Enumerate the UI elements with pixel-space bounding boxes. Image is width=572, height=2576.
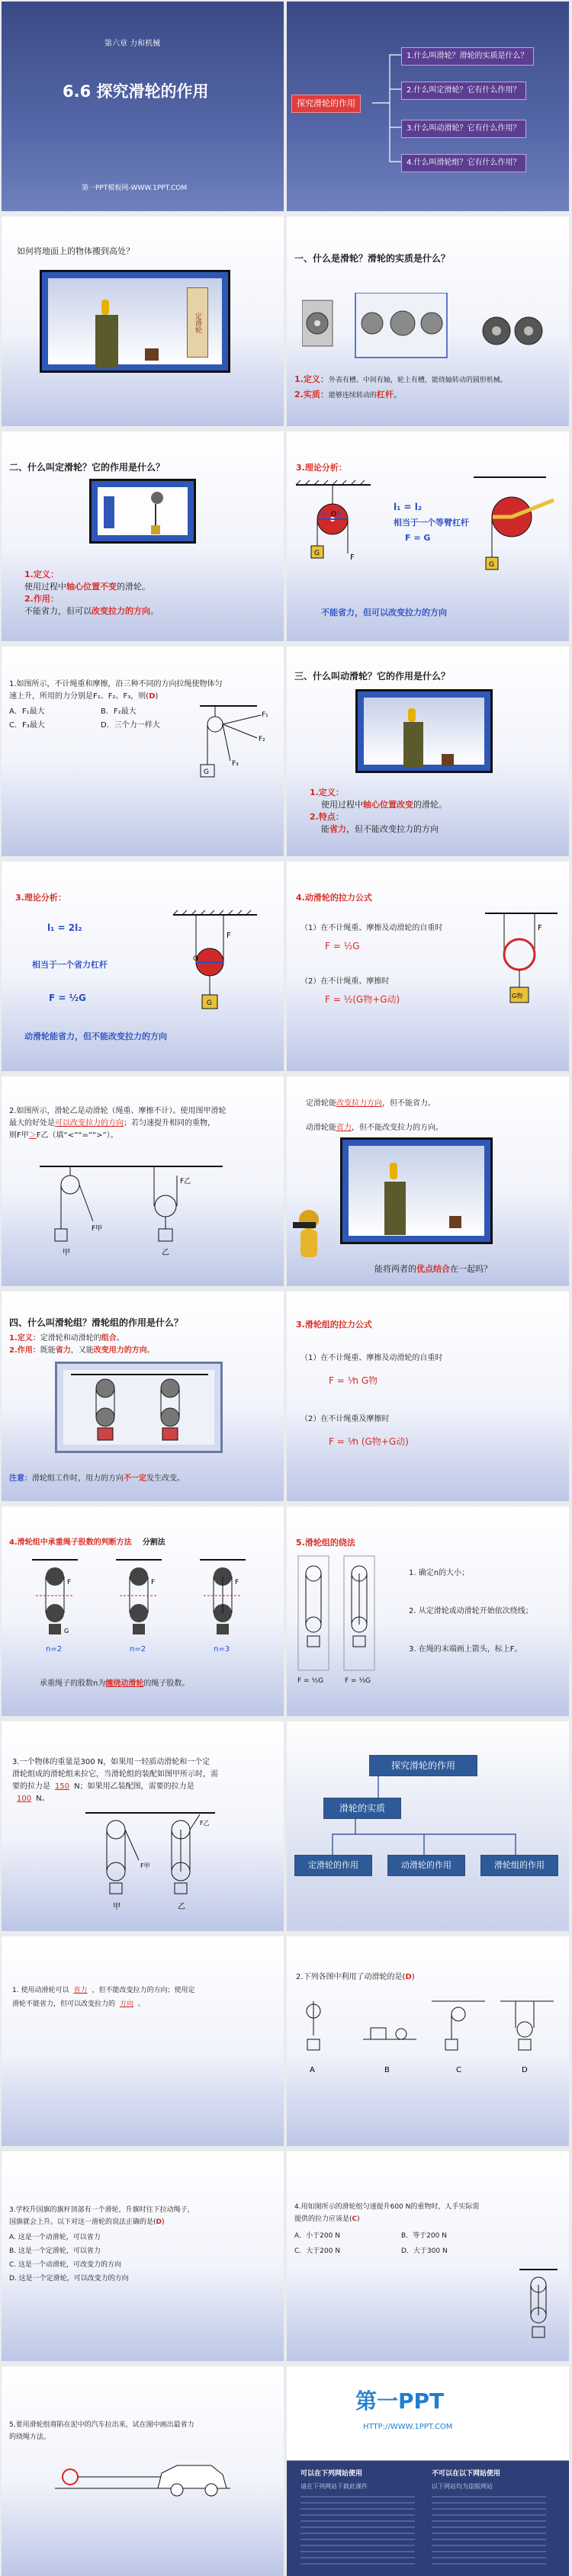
winding-step-2: 2. 从定滑轮或动滑轮开始依次绕线； bbox=[409, 1607, 533, 1615]
slide-fixed-pulley[interactable] bbox=[2, 431, 284, 641]
svg-text:乙: 乙 bbox=[162, 1249, 169, 1257]
section-heading: 一、什么是滑轮？滑轮的实质是什么？ bbox=[294, 253, 451, 264]
ex1-line2: 速上升，所用的力分别是F₁、F₂、F₃，则(D) bbox=[9, 692, 159, 701]
slide-exercise-7[interactable] bbox=[287, 2151, 569, 2361]
fixed-pulley-video[interactable] bbox=[89, 479, 196, 544]
ex1-option-a[interactable]: A．F₁最大 bbox=[9, 707, 45, 716]
slide-question[interactable] bbox=[2, 217, 284, 426]
svg-text:F甲: F甲 bbox=[140, 1862, 150, 1869]
car-in-mud-diagram bbox=[55, 2450, 238, 2504]
svg-text:F甲: F甲 bbox=[92, 1225, 103, 1233]
worker bbox=[101, 300, 109, 315]
slide-outline[interactable] bbox=[287, 2, 569, 211]
outline-item-1[interactable]: 1.什么叫滑轮？滑轮的实质是什么？ bbox=[401, 47, 534, 66]
svg-text:F乙: F乙 bbox=[180, 1178, 191, 1185]
ex6-option-b[interactable]: B. 这是一个定滑轮，可以省力 bbox=[9, 2247, 101, 2255]
svg-text:n=2: n=2 bbox=[46, 1645, 63, 1654]
pulley-wheel bbox=[151, 492, 163, 504]
outline-center: 探究滑轮的作用 bbox=[291, 95, 361, 113]
ex2-line1: 最大的好处是可以改变拉力的方向；若匀速提升相同的重物， bbox=[9, 1119, 215, 1128]
summary-fixed: 定滑轮的作用 bbox=[294, 1855, 372, 1876]
section-heading: 三、什么叫动滑轮？它的作用是什么？ bbox=[294, 671, 451, 682]
formula-condition-2: （2）在不计绳重、摩擦时 bbox=[300, 977, 390, 986]
svg-text:F: F bbox=[227, 932, 231, 940]
block-function: 2.作用：既能省力，又能改变用力的方向。 bbox=[9, 1346, 155, 1355]
equal-arm-eq: l₁ = l₂ bbox=[394, 502, 423, 512]
fixed-summary: 定滑轮能改变拉力方向，但不能省力。 bbox=[306, 1099, 435, 1108]
pulley-photos bbox=[302, 293, 554, 361]
svg-text:C: C bbox=[456, 2066, 461, 2074]
fixed-definition-label: 1.定义： bbox=[24, 569, 59, 579]
movable-conclusion: 动滑轮能省力，但不能改变拉力的方向 bbox=[24, 1031, 167, 1041]
allowed-site-list bbox=[300, 2496, 415, 2565]
lesson-title: 6.6 探究滑轮的作用 bbox=[63, 82, 209, 101]
slide-exercise-5[interactable] bbox=[287, 1936, 569, 2146]
ex8-line2: 的绕绳方法。 bbox=[9, 2433, 51, 2441]
svg-text:F乙: F乙 bbox=[200, 1820, 210, 1827]
slide-rope-count[interactable] bbox=[2, 1506, 284, 1716]
forbidden-subtitle: 以下网站均为盗版网站 bbox=[432, 2483, 493, 2490]
svg-text:l₂: l₂ bbox=[321, 510, 326, 518]
force-saving-lever: 相当于一个省力杠杆 bbox=[32, 960, 108, 970]
slide-title[interactable] bbox=[2, 2, 284, 211]
summary-movable: 动滑轮的作用 bbox=[387, 1855, 465, 1876]
winding-step-1: 1. 确定n的大小； bbox=[409, 1569, 470, 1577]
definition-line: 1.定义：外表有槽、中间有轴，轮上有槽，能绕轴转动的圆形机械。 bbox=[294, 374, 507, 384]
ex7-option-b[interactable]: B．等于200 N bbox=[401, 2232, 447, 2240]
section-heading: 二、什么叫定滑轮？它的作用是什么？ bbox=[9, 462, 165, 473]
summary-block: 滑轮组的作用 bbox=[480, 1855, 558, 1876]
ex1-diagram bbox=[196, 700, 280, 784]
svg-text:F: F bbox=[235, 1579, 239, 1586]
svg-text:F: F bbox=[67, 1579, 72, 1586]
svg-text:F₂: F₂ bbox=[259, 736, 265, 743]
allowed-subtitle: 请在下列网站下载此课件 bbox=[300, 2483, 368, 2490]
ex7-line1: 4.用如图所示的滑轮组匀速提升600 N的重物时，人手实际需 bbox=[294, 2203, 480, 2211]
svg-text:O: O bbox=[331, 511, 337, 518]
brand-logo: 第一PPT bbox=[355, 2388, 445, 2414]
movable-feature-label: 2.特点： bbox=[310, 812, 344, 822]
combine-video[interactable] bbox=[340, 1137, 493, 1244]
outline-item-2[interactable]: 2.什么叫定滑轮？它有什么作用？ bbox=[401, 82, 526, 100]
svg-text:l₁: l₁ bbox=[337, 510, 342, 518]
question-text: 如何将地面上的物体搬到高处？ bbox=[17, 246, 134, 256]
arm-ratio-eq: l₁ = 2l₂ bbox=[47, 922, 82, 933]
movable-formula-diagram bbox=[481, 907, 565, 1014]
formula-1: F = ½G bbox=[325, 941, 360, 951]
block-video[interactable] bbox=[55, 1362, 223, 1453]
summary-connectors bbox=[287, 1721, 569, 1931]
svg-text:D: D bbox=[522, 2066, 528, 2074]
outline-item-3[interactable]: 3.什么叫动滑轮？它有什么作用？ bbox=[401, 120, 526, 138]
formula-heading: 4.动滑轮的拉力公式 bbox=[296, 893, 372, 903]
outline-item-4[interactable]: 4.什么叫滑轮组？它有什么作用？ bbox=[401, 154, 526, 172]
winding-heading: 5.滑轮组的绕法 bbox=[296, 1538, 355, 1548]
slide-exercise-3[interactable] bbox=[2, 1721, 284, 1931]
allowed-title: 可以在下列网站使用 bbox=[300, 2470, 363, 2478]
forbidden-title: 不可以在以下网站使用 bbox=[432, 2470, 501, 2478]
svg-text:乙: 乙 bbox=[178, 1903, 185, 1911]
svg-text:F: F bbox=[151, 1579, 156, 1586]
load-box bbox=[145, 348, 159, 361]
svg-text:A: A bbox=[310, 2066, 315, 2074]
svg-text:甲: 甲 bbox=[63, 1249, 70, 1257]
ex3-line1: 3.一个物体的重量是300 N，如果用一轻质动滑轮和一个定 bbox=[12, 1758, 210, 1766]
ex2-line2: 则F甲＞F乙（填“<”“=”“>”）。 bbox=[9, 1131, 118, 1140]
ex7-line2: 提供的拉力应该是(C) bbox=[294, 2215, 360, 2223]
thinker-figure bbox=[293, 1210, 326, 1263]
analysis-heading: 3.理论分析： bbox=[296, 463, 347, 473]
block-formula-1: F = ⅟n G物 bbox=[329, 1375, 378, 1386]
movable-definition-label: 1.定义： bbox=[310, 788, 344, 797]
brand-url[interactable]: HTTP://WWW.1PPT.COM bbox=[363, 2423, 453, 2431]
ex3-diagram bbox=[85, 1807, 223, 1921]
slide-exercise-6[interactable] bbox=[2, 2151, 284, 2361]
ex6-line2: 国旗就会上升。以下对这一滑轮的说法正确的是(D) bbox=[9, 2218, 165, 2226]
outline-connectors bbox=[287, 2, 569, 211]
ex4-line1: 1. 使用动滑轮可以 省力 ，但不能改变拉力的方向；使用定 bbox=[12, 1987, 195, 1994]
summary-essence: 滑轮的实质 bbox=[323, 1798, 401, 1819]
formula-heading: 3.滑轮组的拉力公式 bbox=[296, 1320, 372, 1330]
ex4-line2: 滑轮不能省力，但可以改变拉力的 方向 。 bbox=[12, 2000, 146, 2008]
movable-definition-text: 使用过程中轴心位置改变的滑轮。 bbox=[321, 800, 447, 810]
svg-text:B: B bbox=[384, 2066, 390, 2074]
fixed-function-label: 2.作用： bbox=[24, 594, 59, 604]
section-heading: 四、什么叫滑轮组？滑轮组的作用是什么？ bbox=[9, 1317, 184, 1328]
svg-text:甲: 甲 bbox=[113, 1903, 121, 1911]
analysis-heading: 3.理论分析： bbox=[15, 893, 66, 903]
formula-condition-2: （2）在不计绳重及摩擦时 bbox=[300, 1415, 390, 1423]
svg-text:F₃: F₃ bbox=[232, 760, 239, 768]
block-note: 注意：滑轮组工作时，用力的方向不一定发生改变。 bbox=[9, 1474, 185, 1483]
slide-pulley-block[interactable] bbox=[2, 1291, 284, 1501]
rope-count-diagrams bbox=[17, 1554, 268, 1660]
slide-exercise-4[interactable] bbox=[2, 1936, 284, 2146]
ex1-option-c[interactable]: C．F₃最大 bbox=[9, 721, 45, 730]
slide-movable-formula[interactable] bbox=[287, 861, 569, 1071]
slide-combine-question[interactable] bbox=[287, 1076, 569, 1286]
ex6-option-a[interactable]: A. 这是一个动滑轮，可以省力 bbox=[9, 2234, 101, 2241]
svg-text:G: G bbox=[314, 550, 320, 557]
movable-lever-diagram bbox=[165, 907, 280, 1029]
ex5-options-diagram bbox=[294, 1997, 561, 2081]
ex3-line2: 滑轮组成的滑轮组来拉它，当滑轮组的装配如图甲所示时，需 bbox=[12, 1770, 218, 1779]
essence-line: 2.实质：能够连续转动的杠杆。 bbox=[294, 390, 402, 399]
fixed-definition-text: 使用过程中轴心位置不变的滑轮。 bbox=[24, 582, 150, 592]
fixed-function-text: 不能省力，但可以改变拉力的方向。 bbox=[24, 606, 159, 616]
spring-scale bbox=[104, 496, 114, 528]
svg-text:O: O bbox=[193, 955, 199, 963]
forbidden-site-list bbox=[432, 2496, 546, 2565]
ex3-line4: 100 N。 bbox=[17, 1795, 50, 1803]
ex6-line1: 3.学校升国旗的旗杆顶部有一个滑轮，升旗时往下拉动绳子， bbox=[9, 2206, 194, 2214]
slide-movable-pulley[interactable] bbox=[287, 646, 569, 856]
svg-text:G: G bbox=[489, 561, 494, 569]
ex1-line1: 1.如图所示，不计绳重和摩擦，沿三种不同的方向拉绳使物体匀 bbox=[9, 680, 223, 688]
svg-text:F₁: F₁ bbox=[262, 711, 268, 719]
slide-pulley-definition[interactable] bbox=[287, 217, 569, 426]
movable-summary: 动滑轮能省力，但不能改变拉力的方向。 bbox=[306, 1124, 443, 1132]
combine-question: 能将两者的优点结合在一起吗？ bbox=[374, 1264, 492, 1274]
ex2-line0: 2.如图所示，滑轮乙是动滑轮（绳重、摩擦不计）。使用图甲滑轮 bbox=[9, 1107, 227, 1115]
demo-video[interactable] bbox=[40, 270, 230, 373]
svg-text:n=2: n=2 bbox=[130, 1645, 146, 1654]
winding-formula-2: F = ⅓G bbox=[345, 1677, 371, 1685]
slide-block-formula[interactable] bbox=[287, 1291, 569, 1501]
slide-fixed-analysis[interactable] bbox=[287, 431, 569, 641]
ex6-option-c[interactable]: C. 这是一个动滑轮，可改变力的方向 bbox=[9, 2261, 122, 2269]
formula-condition-1: （1）在不计绳重、摩擦及动滑轮的自重时 bbox=[300, 1354, 443, 1362]
equal-arm-lever: 相当于一个等臂杠杆 bbox=[394, 518, 469, 528]
svg-text:n=3: n=3 bbox=[214, 1645, 230, 1654]
ex1-option-b[interactable]: B．F₂最大 bbox=[101, 707, 137, 716]
movable-pulley-video[interactable] bbox=[355, 689, 493, 773]
slide-exercise-8[interactable] bbox=[2, 2366, 284, 2576]
rope-count-note: 承重绳子的股数n为缠绕动滑轮的绳子股数。 bbox=[40, 1679, 190, 1688]
ex6-option-d[interactable]: D. 这是一个定滑轮，可以改变力的方向 bbox=[9, 2275, 129, 2282]
ex8-line1: 5.要用滑轮组将陷在泥中的汽车拉出来，试在图中画出最省力 bbox=[9, 2421, 194, 2429]
hook-weight bbox=[151, 525, 160, 534]
rope-count-heading: 4.滑轮组中承重绳子股数的判断方法 分割法 bbox=[9, 1538, 165, 1547]
ex7-option-a[interactable]: A．小于200 N bbox=[294, 2232, 340, 2240]
block-formula-2: F = ⅟n (G物+G动) bbox=[329, 1436, 409, 1447]
ex7-option-d[interactable]: D．大于300 N bbox=[401, 2247, 448, 2255]
svg-text:F: F bbox=[350, 553, 355, 562]
ex3-line3: 要的拉力是 150 N；如果用乙装配图，需要的拉力是 bbox=[12, 1782, 194, 1791]
winding-formula-1: F = ½G bbox=[297, 1677, 324, 1685]
ex5-question: 2.下列各图中利用了动滑轮的是(D) bbox=[296, 1973, 415, 1981]
ex7-diagram bbox=[516, 2266, 561, 2350]
block-definition: 1.定义：定滑轮和动滑轮的组合。 bbox=[9, 1334, 124, 1343]
svg-text:G: G bbox=[204, 768, 209, 776]
slide-exercise-2[interactable] bbox=[2, 1076, 284, 1286]
svg-text:G: G bbox=[64, 1628, 69, 1634]
force-equals-weight: F = G bbox=[405, 533, 431, 543]
summary-root: 探究滑轮的作用 bbox=[369, 1755, 477, 1776]
vertical-banner: 定滑轮 bbox=[187, 287, 208, 358]
formula-condition-1: （1）在不计绳重、摩擦及动滑轮的自重时 bbox=[300, 924, 443, 932]
svg-text:G物: G物 bbox=[512, 993, 523, 999]
ex1-option-d[interactable]: D．三个力一样大 bbox=[101, 721, 160, 730]
pillar bbox=[95, 315, 118, 368]
footer-site: 第一PPT模板网-WWW.1PPT.COM bbox=[82, 184, 188, 192]
ex2-diagram bbox=[40, 1160, 238, 1259]
movable-feature-text: 能省力，但不能改变拉力的方向 bbox=[321, 824, 439, 834]
svg-text:G: G bbox=[207, 999, 212, 1007]
slide-credits[interactable] bbox=[287, 2366, 569, 2576]
slide-summary-map[interactable] bbox=[287, 1721, 569, 1931]
winding-step-3: 3. 在绳的末端画上箭头，标上F。 bbox=[409, 1645, 522, 1654]
svg-text:F: F bbox=[538, 924, 542, 932]
slide-movable-analysis[interactable] bbox=[2, 861, 284, 1071]
half-weight-eq: F = ½G bbox=[49, 993, 86, 1003]
formula-2: F = ½(G物+G动) bbox=[325, 994, 400, 1005]
chapter-label: 第六章 力和机械 bbox=[104, 40, 161, 48]
fixed-conclusion: 不能省力，但可以改变拉力的方向 bbox=[321, 608, 447, 618]
slide-winding[interactable] bbox=[287, 1506, 569, 1716]
slide-exercise-1[interactable] bbox=[2, 646, 284, 856]
ex7-option-c[interactable]: C．大于200 N bbox=[294, 2247, 341, 2255]
